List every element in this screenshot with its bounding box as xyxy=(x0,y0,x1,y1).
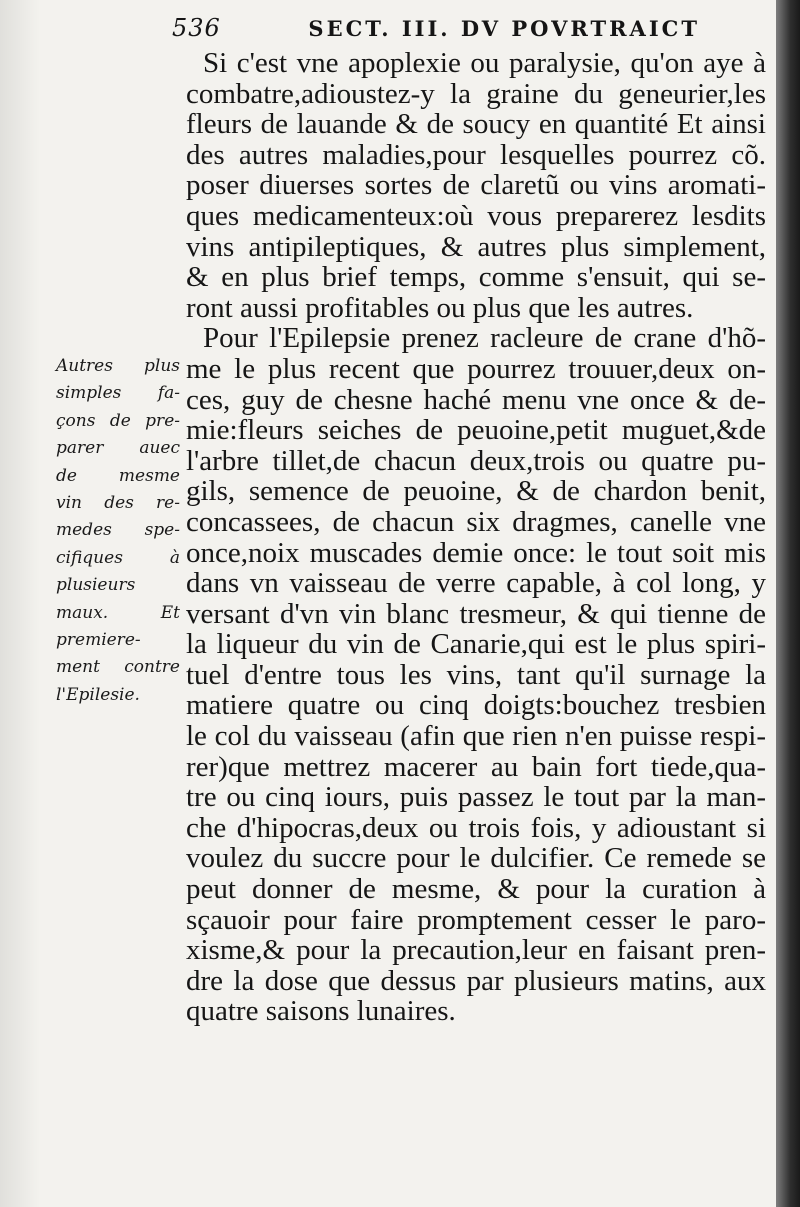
text-line: me le plus recent que pourrez trouuer,deux on- xyxy=(186,352,766,385)
text-line: peut donner de mesme, & pour la curation à xyxy=(186,873,766,906)
text-line: voulez du succre pour le dulcifier. Ce remede se xyxy=(186,842,766,875)
marginal-note-line: çons de pre- xyxy=(56,410,180,431)
marginal-note-line: l'Epilesie. xyxy=(56,684,140,705)
page-number: 536 xyxy=(172,14,221,42)
marginal-note-line: parer auec xyxy=(56,438,180,459)
text-line: dans vn vaisseau de verre capable, à col long, y xyxy=(186,567,766,600)
text-line: dre la dose que dessus par plusieurs matins, aux xyxy=(186,964,766,997)
text-line: versant d'vn vin blanc tresmeur, & qui tienne de xyxy=(186,597,766,630)
text-line: fleurs de lauande & de soucy en quantité Et ainsi xyxy=(186,108,766,141)
text-line: vins antipileptiques, & autres plus simplement, xyxy=(186,230,766,263)
text-line: poser diuerses sortes de claretũ ou vins aromati- xyxy=(186,169,766,202)
body-text xyxy=(186,48,766,1027)
text-line: & en plus brief temps, comme s'ensuit, qui se- xyxy=(186,261,766,294)
text-line: ces, guy de chesne haché menu vne once & de- xyxy=(186,383,766,416)
text-line: xisme,& pour la precaution,leur en faisant pren- xyxy=(186,934,766,967)
text-line: mie:fleurs seiches de peuoine,petit muguet,&de xyxy=(186,414,766,447)
text-line: ront aussi profitables ou plus que les autres. xyxy=(186,291,694,324)
text-line: l'arbre tillet,de chacun deux,trois ou quatre pu- xyxy=(186,444,766,477)
marginal-note-line: medes spe- xyxy=(56,520,180,541)
section-title: SECT. III. DV POVRTRAICT xyxy=(308,16,700,41)
text-line: concassees, de chacun six dragmes, canelle vne xyxy=(186,505,766,538)
marginal-note-line: Autres plus xyxy=(56,356,180,376)
text-line: la liqueur du vin de Canarie,qui est le plus spiri- xyxy=(186,628,766,661)
marginal-note-line: vin des re- xyxy=(56,492,180,513)
marginal-note-line: maux. Et xyxy=(56,602,180,623)
marginal-note-line: de mesme xyxy=(56,465,180,486)
text-line: Si c'est vne apoplexie ou paralysie, qu'on aye à xyxy=(203,47,766,79)
marginal-note-line: premiere- xyxy=(56,629,141,650)
marginal-note xyxy=(56,353,180,709)
text-line: des autres maladies,pour lesquelles pourrez cõ. xyxy=(186,138,766,171)
marginal-note-line: simples fa- xyxy=(56,383,180,404)
text-line: ques medicamenteux:où vous preparerez lesdits xyxy=(186,199,766,232)
text-line: tuel d'entre tous les vins, tant qu'il surnage la xyxy=(186,658,766,691)
text-line: che d'hipocras,deux ou trois fois, y adioustant si xyxy=(186,811,766,844)
text-line: gils, semence de peuoine, & de chardon benit, xyxy=(186,475,766,508)
marginal-note-line: ment contre xyxy=(56,657,180,678)
text-line: le col du vaisseau (afin que rien n'en puisse respi- xyxy=(186,720,766,753)
text-line: combatre,adioustez-y la graine du geneurier,les xyxy=(186,77,766,110)
text-line: matiere quatre ou cinq doigts:bouchez tresbien xyxy=(186,689,766,722)
text-line: sçauoir pour faire promptement cesser le paro- xyxy=(186,903,766,936)
marginal-note-line: cifiques à xyxy=(56,547,180,568)
book-gutter-shadow xyxy=(776,0,800,1207)
text-line: Pour l'Epilepsie prenez racleure de crane d'hõ- xyxy=(203,322,766,355)
running-head xyxy=(172,14,700,42)
text-line: rer)que mettrez macerer au bain fort tiede,qua- xyxy=(186,750,766,783)
marginal-note-line: plusieurs xyxy=(56,575,136,596)
text-line: tre ou cinq iours, puis passez le tout par la man- xyxy=(186,781,766,814)
text-line: once,noix muscades demie once: le tout soit mis xyxy=(186,536,766,569)
text-line: quatre saisons lunaires. xyxy=(186,995,456,1028)
